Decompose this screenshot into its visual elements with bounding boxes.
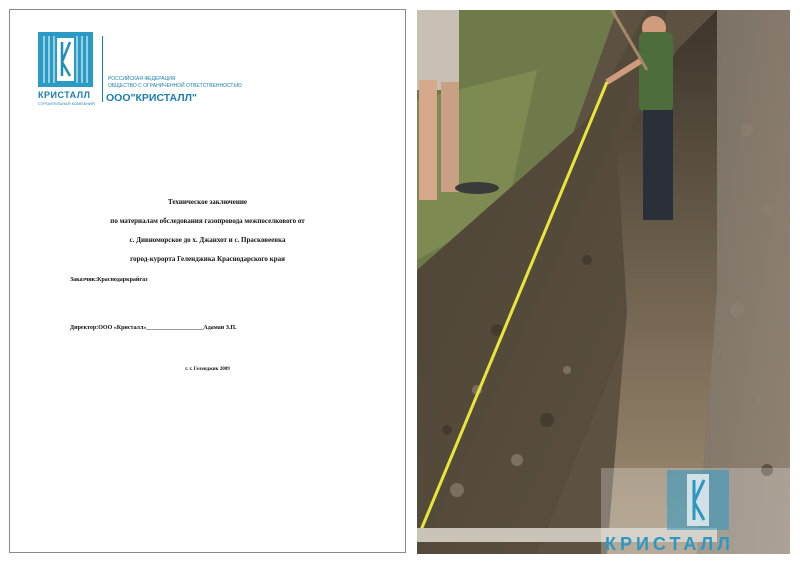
- company-logo: [38, 32, 248, 112]
- org-line-1: РОССИЙСКАЯ ФЕДЕРАЦИЯ: [108, 76, 176, 82]
- logo-tagline: СТРОИТЕЛЬНАЯ КОМПАНИЯ: [38, 101, 95, 106]
- title-line: с. Дивноморское до х. Джанхот и с. Прасковеевка: [129, 236, 286, 244]
- logo-brand: КРИСТАЛЛ: [38, 90, 91, 100]
- title-line: по материалам обследования газопровода межпоселкового от: [110, 217, 305, 225]
- logo-divider: [102, 36, 103, 102]
- org-name: ООО"КРИСТАЛЛ": [106, 92, 197, 104]
- customer-field: Заказчик:Краснодаркрайгаз: [70, 277, 148, 283]
- place-year: г. г. Геленджик 2009: [185, 367, 230, 372]
- watermark-text: КРИСТАЛЛ: [605, 534, 734, 554]
- title-line: Техническое заключение: [167, 198, 248, 206]
- document-title: [10, 193, 405, 269]
- org-line-2: ОБЩЕСТВО С ОГРАНИЧЕННОЙ ОТВЕТСТВЕННОСТЬЮ: [108, 83, 242, 89]
- crystal-logo-icon: [38, 32, 93, 87]
- watermark: [601, 468, 793, 554]
- title-line: город-курорта Геленджика Краснодарского края: [130, 255, 285, 263]
- director-field: Директор:ООО «Кристалл»___________________Адаман З.П.: [70, 325, 237, 331]
- document-page: [9, 9, 406, 553]
